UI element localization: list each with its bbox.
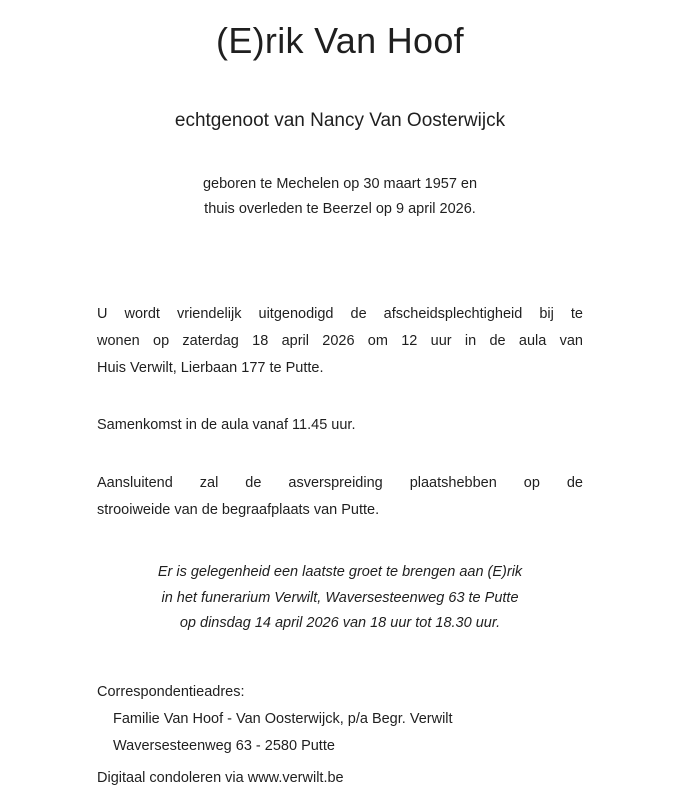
birth-line: geboren te Mechelen op 30 maart 1957 en	[202, 176, 478, 192]
viewing-line: in het funerarium Verwilt, Waversesteenweg 63 te Putte	[161, 589, 519, 606]
online-condolence-link[interactable]: Digitaal condoleren via www.verwilt.be	[97, 770, 344, 786]
farewell-viewing	[0, 560, 680, 637]
invitation-line: wonen op zaterdag 18 april 2026 om 12 uur in de aula van	[97, 333, 583, 349]
invitation-line: U wordt vriendelijk uitgenodigd de afscheidsplechtigheid bij te	[97, 306, 583, 322]
gathering-time: Samenkomst in de aula vanaf 11.45 uur.	[97, 417, 356, 433]
ceremony-invitation	[97, 301, 583, 382]
correspondence-line: Familie Van Hoof - Van Oosterwijck, p/a Begr. Verwilt	[113, 711, 453, 727]
death-line: thuis overleden te Beerzel op 9 april 2026.	[204, 201, 476, 217]
ash-scattering	[97, 470, 583, 524]
spouse-line: echtgenoot van Nancy Van Oosterwijck	[174, 110, 506, 131]
correspondence-address	[97, 679, 453, 760]
correspondence-line: Waversesteenweg 63 - 2580 Putte	[113, 738, 335, 754]
viewing-line: op dinsdag 14 april 2026 van 18 uur tot 18.30 uur.	[179, 615, 501, 631]
deceased-name: (E)rik Van Hoof	[216, 20, 464, 61]
correspondence-label: Correspondentieadres:	[97, 684, 245, 700]
scattering-line: Aansluitend zal de asverspreiding plaatshebben op de	[97, 475, 583, 491]
invitation-line: Huis Verwilt, Lierbaan 177 te Putte.	[97, 360, 324, 376]
birth-death-details	[0, 172, 680, 222]
viewing-line: Er is gelegenheid een laatste groet te brengen aan (E)rik	[157, 564, 523, 580]
scattering-line: strooiweide van de begraafplaats van Putte.	[97, 502, 380, 518]
